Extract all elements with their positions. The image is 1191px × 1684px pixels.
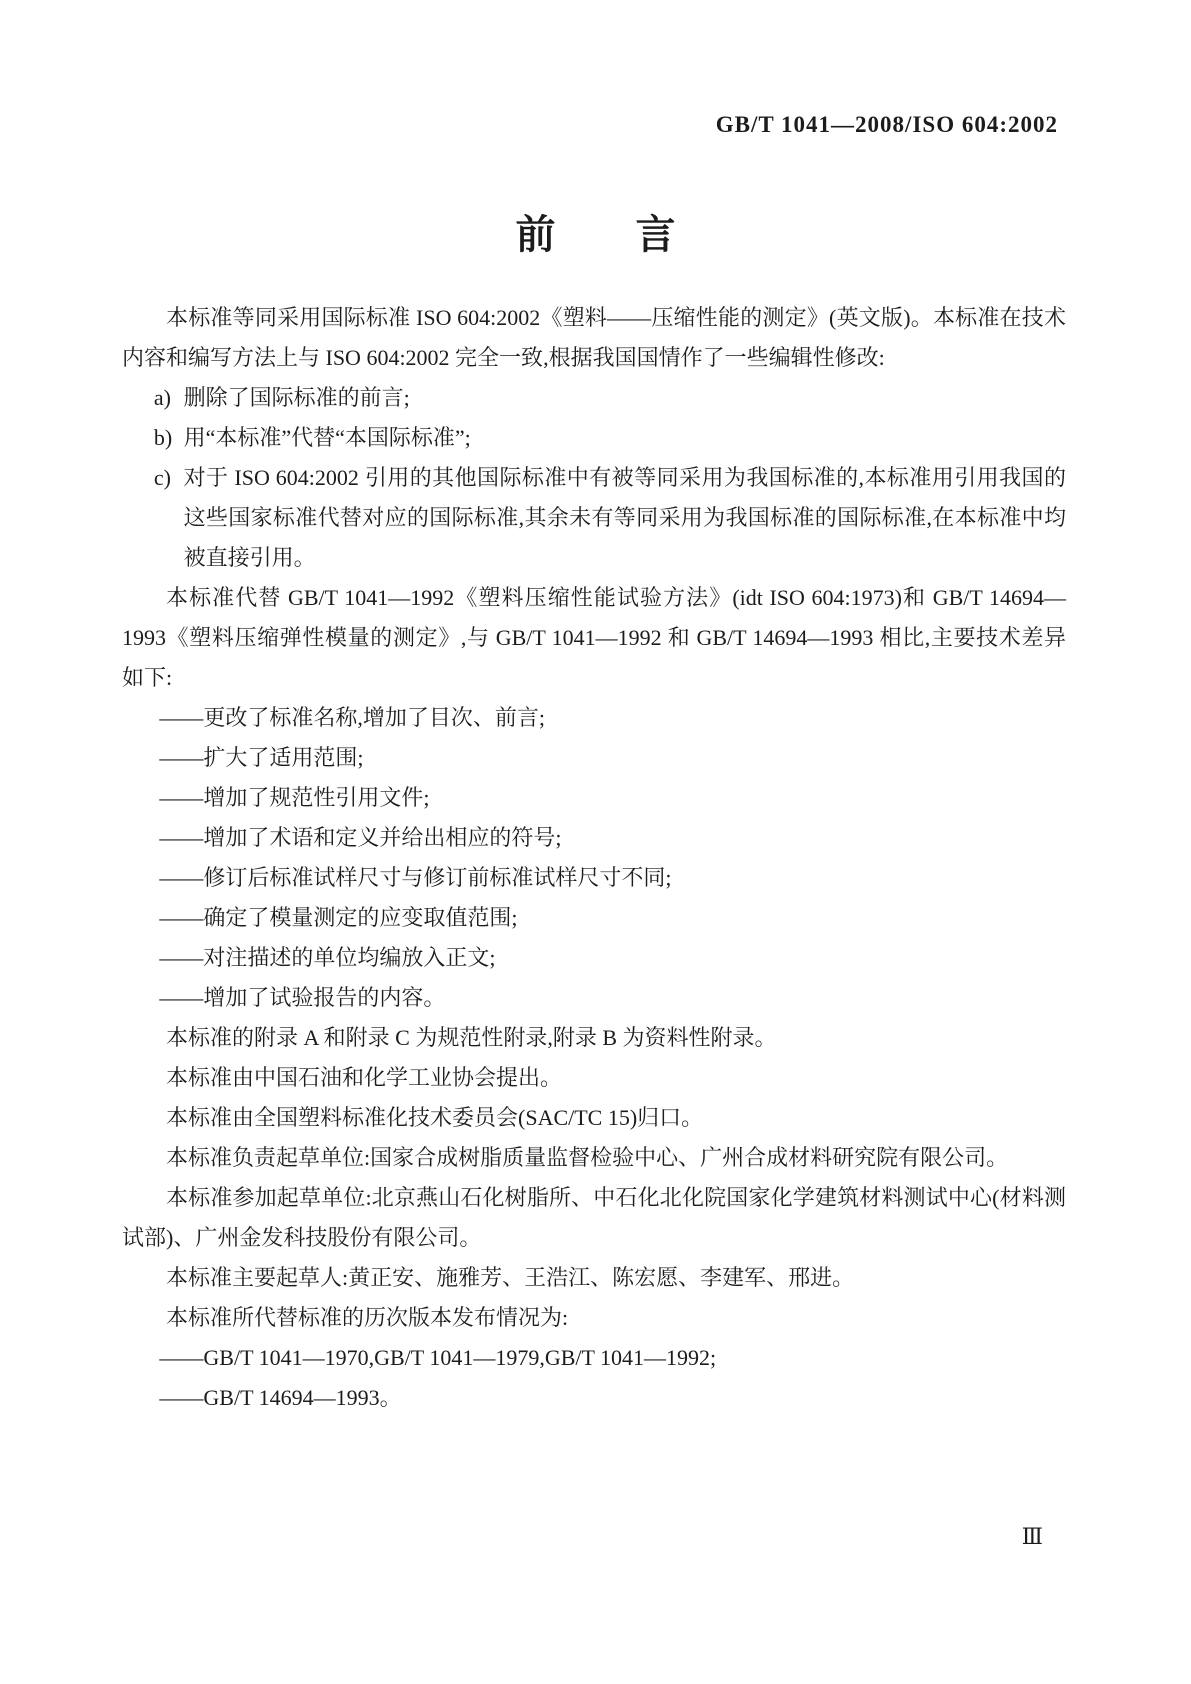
list-item-text: 用“本标准”代替“本国际标准”;: [183, 425, 471, 450]
foreword-dash-item: ——GB/T 1041—1970,GB/T 1041—1979,GB/T 1041—1992;: [159, 1345, 717, 1370]
foreword-paragraph: 本标准参加起草单位:北京燕山石化树脂所、中石化北化院国家化学建筑材料测试中心(材料测试部)、广州金发科技股份有限公司。: [122, 1185, 1066, 1250]
foreword-dash-item: ——对注描述的单位均编放入正文;: [159, 945, 496, 970]
foreword-paragraph: 本标准代替 GB/T 1041—1992《塑料压缩性能试验方法》(idt ISO 604:1973)和 GB/T 14694—1993《塑料压缩弹性模量的测定》,与 GB/T 1041—1992 和 GB/T 14694—1993 相比,主要技术差异如下:: [122, 585, 1066, 690]
foreword-paragraph: 本标准由全国塑料标准化技术委员会(SAC/TC 15)归口。: [166, 1105, 704, 1130]
list-item-text: 删除了国际标准的前言;: [183, 385, 410, 410]
foreword-list-item: [154, 378, 1066, 418]
foreword-dash-item: ——扩大了适用范围;: [159, 745, 364, 770]
foreword-dash-item: ——更改了标准名称,增加了目次、前言;: [159, 705, 546, 730]
foreword-dash-item: ——增加了术语和定义并给出相应的符号;: [159, 825, 562, 850]
foreword-paragraph: 本标准由中国石油和化学工业协会提出。: [166, 1065, 563, 1090]
foreword-dash-item: ——GB/T 14694—1993。: [159, 1385, 402, 1410]
foreword-paragraph: 本标准所代替标准的历次版本发布情况为:: [166, 1305, 569, 1330]
foreword-dash-item: ——增加了试验报告的内容。: [159, 985, 446, 1010]
foreword-paragraph: 本标准等同采用国际标准 ISO 604:2002《塑料——压缩性能的测定》(英文版)。本标准在技术内容和编写方法上与 ISO 604:2002 完全一致,根据我国国情作了一些编辑性修改:: [122, 305, 1066, 370]
page-number: Ⅲ: [1021, 1524, 1043, 1549]
foreword-dash-item: ——增加了规范性引用文件;: [159, 785, 430, 810]
foreword-paragraph: 本标准主要起草人:黄正安、施雅芳、王浩江、陈宏愿、李建军、邢进。: [166, 1265, 855, 1290]
foreword-list-item: [154, 458, 1066, 578]
foreword-body: [122, 298, 1066, 1418]
list-item-marker: c): [153, 465, 171, 490]
foreword-list-item: [154, 418, 1066, 458]
foreword-dash-item: ——确定了模量测定的应变取值范围;: [159, 905, 518, 930]
list-item-text: 对于 ISO 604:2002 引用的其他国际标准中有被等同采用为我国标准的,本标准用引用我国的这些国家标准代替对应的国际标准,其余未有等同采用为我国标准的国际标准,在本标准中均被直接引用。: [183, 465, 1066, 570]
list-item-marker: b): [153, 425, 173, 450]
list-item-marker: a): [153, 385, 171, 410]
foreword-dash-item: ——修订后标准试样尺寸与修订前标准试样尺寸不同;: [159, 865, 672, 890]
standard-number-header: GB/T 1041—2008/ISO 604:2002: [715, 112, 1058, 137]
foreword-paragraph: 本标准负责起草单位:国家合成树脂质量监督检验中心、广州合成材料研究院有限公司。: [166, 1145, 1009, 1170]
page-title: 前 言: [515, 213, 676, 257]
foreword-paragraph: 本标准的附录 A 和附录 C 为规范性附录,附录 B 为资料性附录。: [166, 1025, 777, 1050]
